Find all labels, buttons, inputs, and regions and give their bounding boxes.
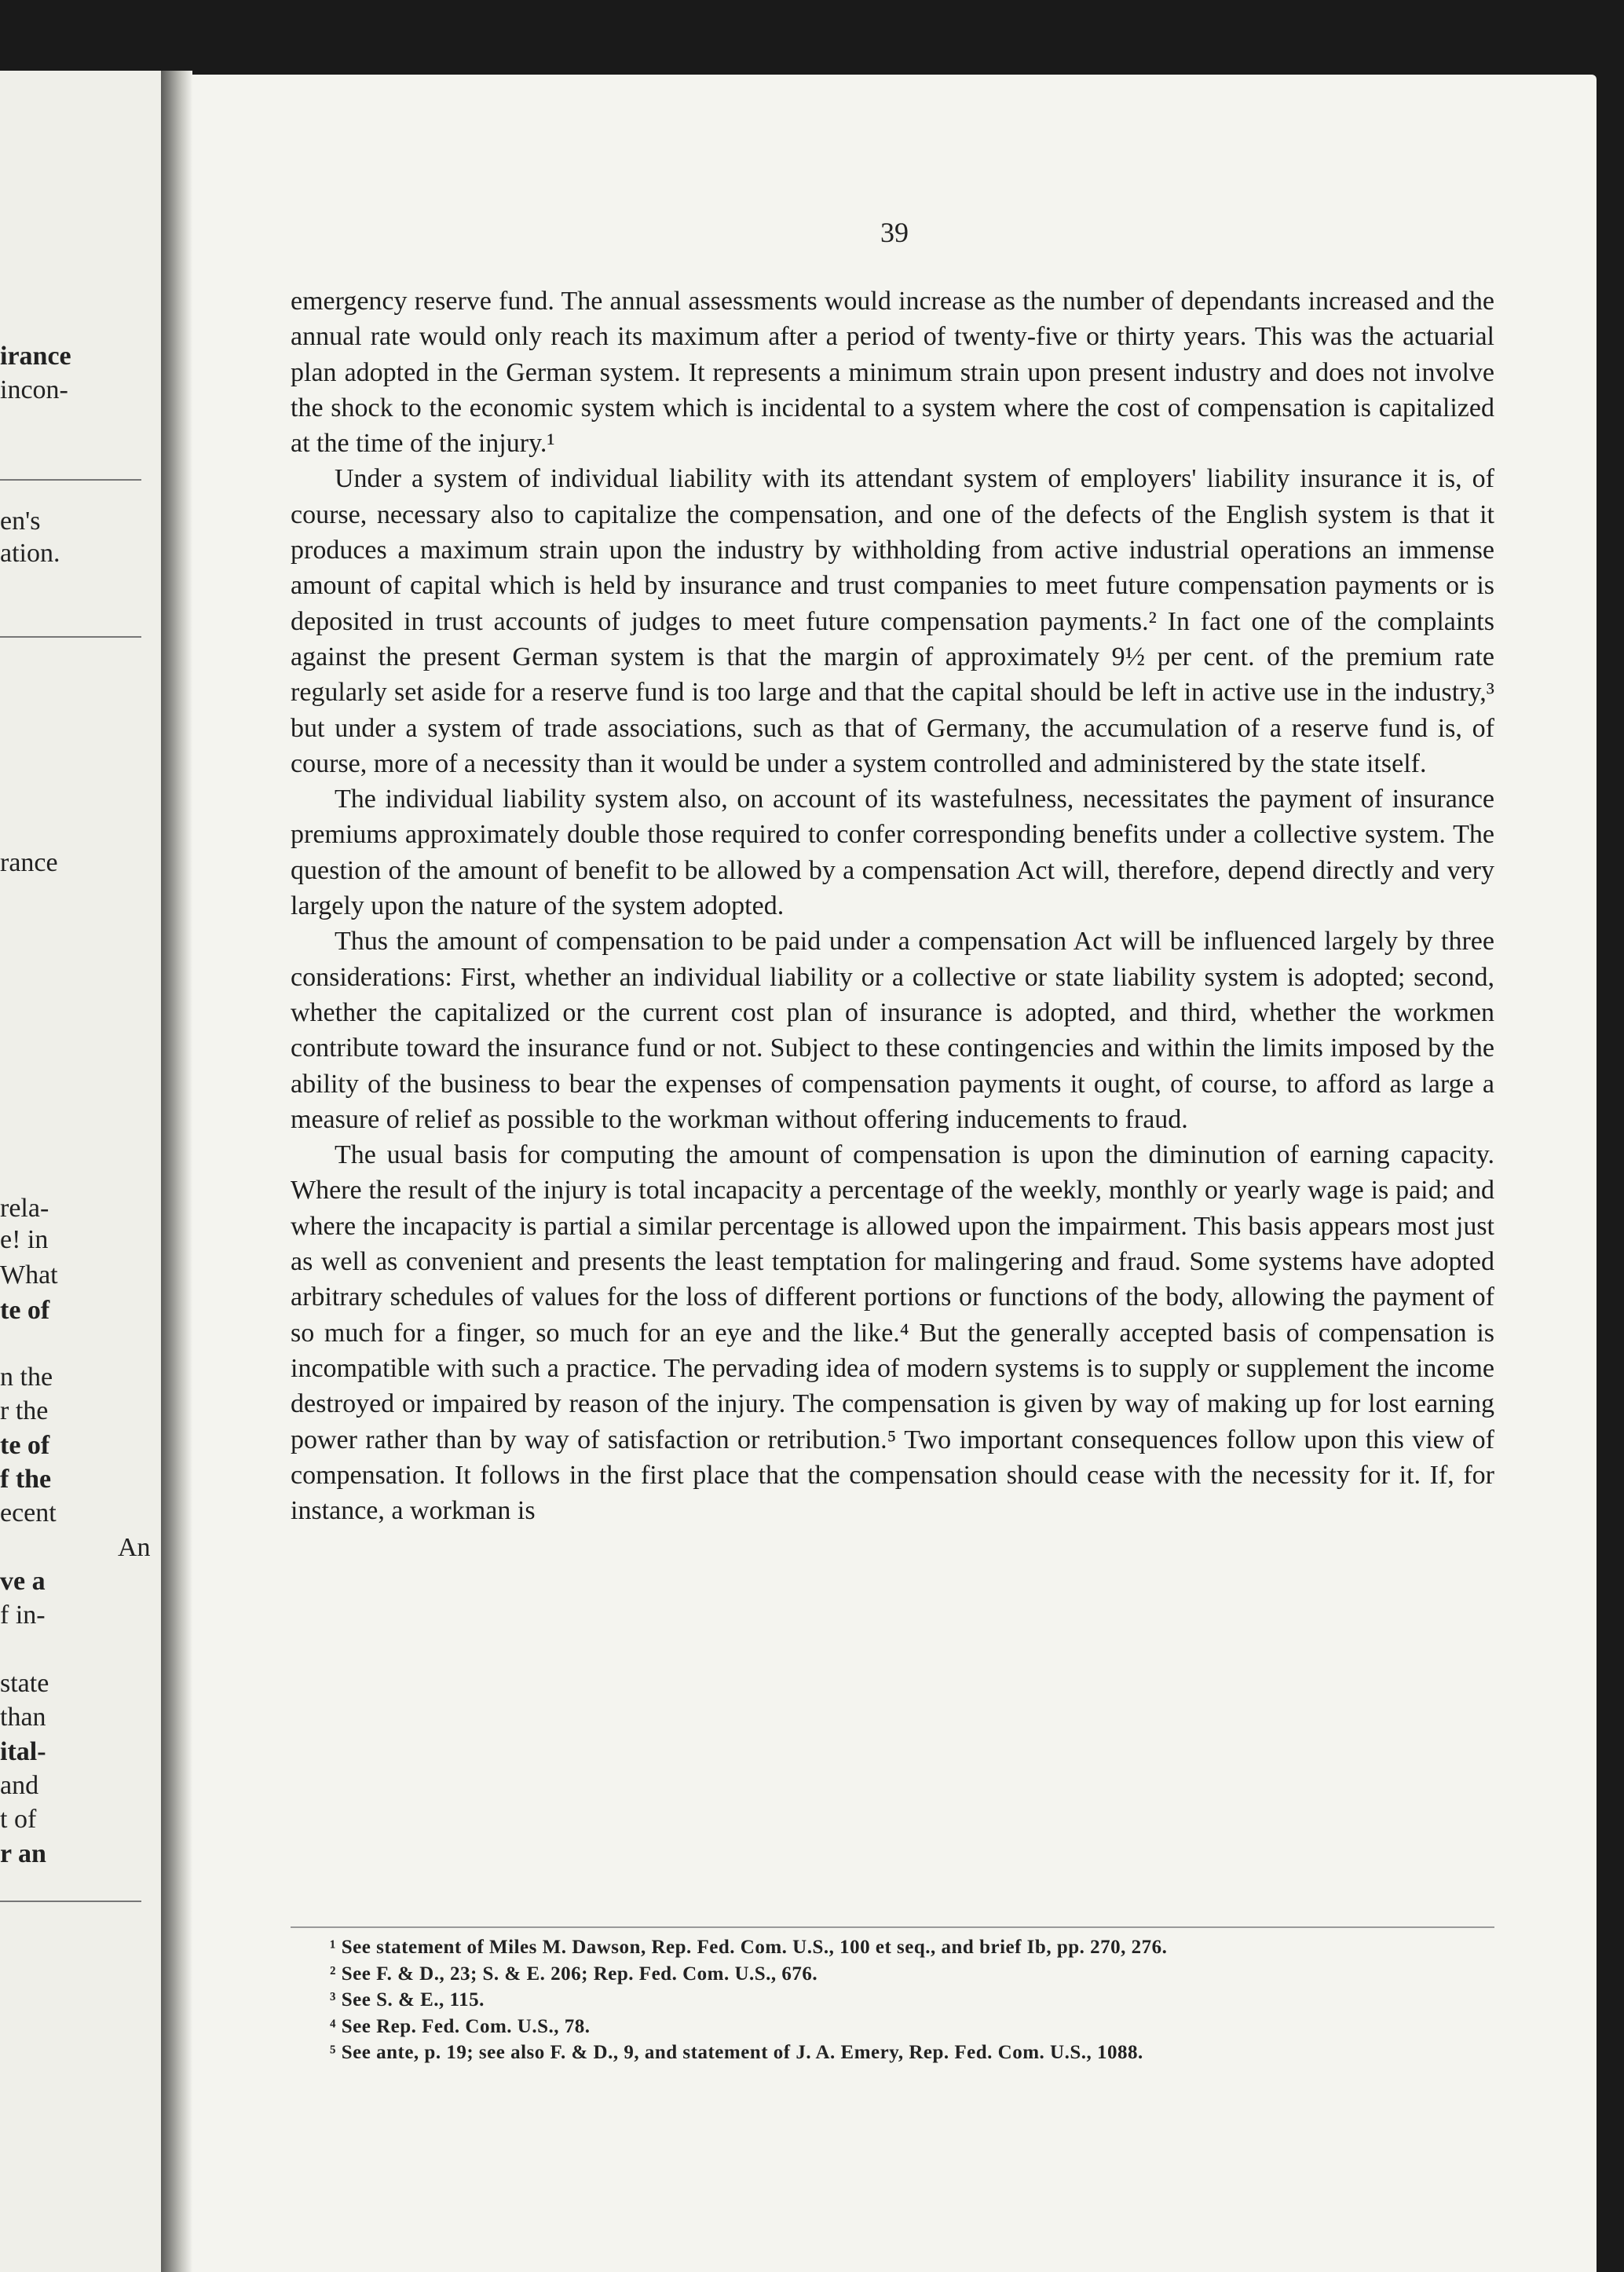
facing-page-word: What (0, 1260, 58, 1290)
paragraph: The usual basis for computing the amount of compensation is upon the diminution of earning capacity. Where the result of the injury is total incapacity a percentage of the weekly, monthly or yearly wage is paid; and where the incapacity is partial a similar percentage is allowed upon the impairment. This basis appears most just as well as convenient and presents the least temptation for malingering and fraud. Some systems have adopted arbitrary schedules of values for the loss of different portions or functions of the body, allowing the payment of so much for a finger, so much for an eye and the like.⁴ But the generally accepted basis of compensation is incompatible with such a practice. The pervading idea of modern systems is to supply or supplement the income destroyed or impaired by reason of the injury. The compensation is given by way of making up for lost earning power rather than by way of satisfaction or retribution.⁵ Two important consequences follow upon this view of compensation. It follows in the first place that the compensation should cease with the necessity for it. If, for instance, a workman is (291, 1140, 1494, 1526)
facing-page-word: rela- (0, 1194, 49, 1223)
facing-page-word: rance (0, 848, 58, 877)
facing-page-word: irance (0, 342, 71, 371)
facing-page-rule (0, 636, 141, 638)
facing-page-word: incon- (0, 375, 68, 404)
facing-page-rule (0, 1901, 141, 1902)
footnote-divider (291, 1926, 1494, 1928)
paragraph: Thus the amount of compensation to be paid under a compensation Act will be influenced largely by three considerations: First, whether an individual liability or a collective or state liability system is adopted; second, whether the capitalized or the current cost plan of insurance is adopted, and third, whether the workmen contribute toward the insurance fund or not. Subject to these contingencies and within the limits imposed by the ability of the business to bear the expenses of compensation payments it ought, of course, to afford as large a measure of relief as possible to the workman without offering inducements to fraud. (291, 927, 1494, 1134)
facing-page-word: te of (0, 1296, 50, 1325)
facing-page-word: f the (0, 1465, 52, 1494)
book-page (192, 75, 1597, 2272)
facing-page-word: state (0, 1669, 49, 1698)
footnote: ³ See S. & E., 115. (330, 1989, 485, 2010)
facing-page-word: r an (0, 1839, 46, 1868)
facing-page-word: f in- (0, 1601, 46, 1630)
paragraph: emergency reserve fund. The annual assessments would increase as the number of dependants increased and the annual rate would only reach its maximum after a period of twenty-five or thirty years. This was the actuarial plan adopted in the German system. It represents a minimum strain upon present industry and does not involve the shock to the economic system which is incidental to a system where the cost of compensation is capitalized at the time of the injury.¹ (291, 287, 1494, 459)
facing-page-word: en's (0, 507, 41, 536)
facing-page-word: ecent (0, 1498, 57, 1527)
paragraph: The individual liability system also, on account of its wastefulness, necessitates the payment of insurance premiums approximately double those required to confer corresponding benefits under a collective system. The question of the amount of benefit to be allowed by a compensation Act will, therefore, depend directly and very largely upon the nature of the system adopted. (291, 785, 1494, 921)
facing-page-fragment (0, 71, 163, 2272)
facing-page-word: te of (0, 1431, 50, 1460)
facing-page-word: r the (0, 1396, 49, 1425)
body-text (291, 284, 1494, 1528)
footnote: ¹ See statement of Miles M. Dawson, Rep. Fed. Com. U.S., 100 et seq., and brief Ib, pp. 270, 276. (330, 1937, 1168, 1958)
facing-page-word: ation. (0, 539, 60, 568)
footnote: ⁵ See ante, p. 19; see also F. & D., 9, and statement of J. A. Emery, Rep. Fed. Com. U.S., 1088. (330, 2042, 1143, 2063)
facing-page-word: ve a (0, 1567, 46, 1596)
facing-page-word: ital- (0, 1737, 46, 1766)
facing-page-word: An (118, 1533, 151, 1562)
facing-page-rule (0, 479, 141, 481)
footnote: ⁴ See Rep. Fed. Com. U.S., 78. (330, 2015, 591, 2037)
facing-page-word: t of (0, 1805, 37, 1834)
paragraph: Under a system of individual liability with its attendant system of employers' liability insurance it is, of course, necessary also to capitalize the compensation, and one of the defects of the English system is that it produces a maximum strain upon the industry by withholding from active industrial operations an immense amount of capital which is held by insurance and trust companies to meet future compensation payments or is deposited in trust accounts of judges to meet future compensation payments.² In fact one of the complaints against the present German system is that the margin of approximately 9½ per cent. of the premium rate regularly set aside for a reserve fund is too large and that the capital should be left in active use in the industry,³ but under a system of trade associations, such as that of Germany, the accumulation of a reserve fund is, of course, more of a necessity than it would be under a system controlled and administered by the state itself. (291, 464, 1494, 778)
page-gutter (161, 71, 192, 2272)
facing-page-word: than (0, 1703, 46, 1732)
footnotes (291, 1934, 1494, 2066)
page-number: 39 (880, 217, 909, 248)
facing-page-word: e! in (0, 1225, 49, 1254)
facing-page-word: and (0, 1771, 39, 1800)
footnote: ² See F. & D., 23; S. & E. 206; Rep. Fed. Com. U.S., 676. (330, 1963, 818, 1985)
facing-page-word: n the (0, 1363, 53, 1392)
